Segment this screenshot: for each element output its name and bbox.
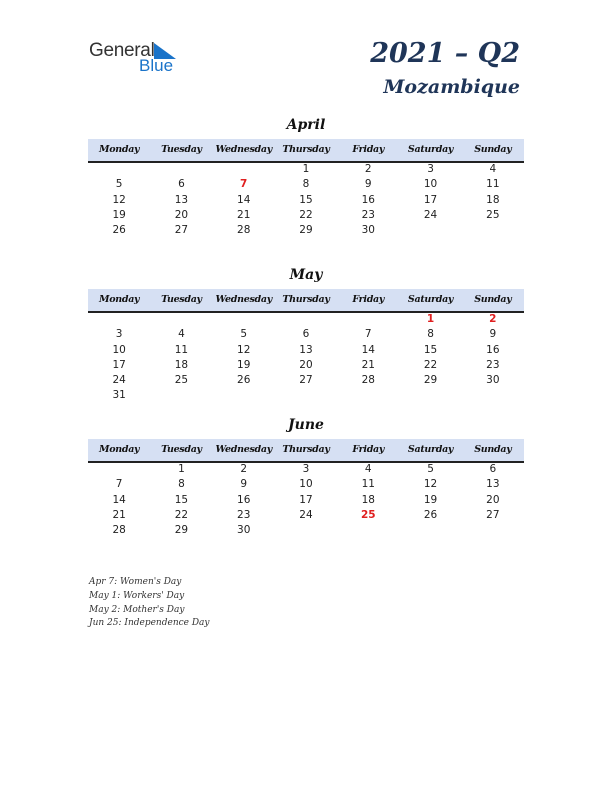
- day-cell: 14: [112, 493, 126, 506]
- day-cell: 13: [299, 343, 313, 356]
- day-cell: 26: [423, 508, 438, 521]
- day-cell: 18: [361, 493, 375, 506]
- holiday-note: Apr 7: Women's Day: [89, 577, 182, 587]
- empty-day-cell: [337, 523, 399, 538]
- day-cell: 20: [174, 208, 189, 221]
- weekday-label: Friday: [352, 444, 385, 455]
- week-row: [88, 312, 524, 327]
- day-cell: 16: [237, 493, 251, 506]
- day-cell: 31: [112, 389, 126, 402]
- day-cell: 1: [302, 163, 310, 175]
- day-cell: 15: [299, 193, 313, 206]
- week-row: [88, 343, 524, 358]
- empty-day-cell: [462, 388, 524, 403]
- day-cell: 18: [174, 358, 189, 371]
- day-cell: 12: [237, 343, 251, 356]
- day-cell: 19: [423, 493, 438, 506]
- country-title: Mozambique: [383, 76, 520, 98]
- day-cell: 9: [489, 328, 497, 341]
- day-cell: 2: [364, 163, 372, 175]
- day-cell: 30: [486, 374, 500, 387]
- weekday-label: Wednesday: [215, 444, 272, 455]
- holiday-note: Jun 25: Independence Day: [89, 618, 210, 629]
- weekday-label: Monday: [99, 294, 140, 305]
- logo-word-general: General: [89, 40, 155, 61]
- day-cell: 1: [426, 313, 435, 325]
- day-cell: 25: [174, 374, 189, 387]
- day-cell: 25: [360, 508, 376, 521]
- empty-day-cell: [275, 312, 337, 327]
- day-cell: 20: [299, 358, 313, 371]
- day-cell: 10: [112, 343, 126, 356]
- weekday-label: Thursday: [282, 144, 330, 155]
- weekday-header-june: [88, 439, 524, 463]
- day-cell: 19: [237, 358, 251, 371]
- day-cell: 13: [486, 478, 500, 491]
- day-cell: 12: [112, 193, 126, 206]
- day-cell: 2: [489, 313, 497, 325]
- day-cell: 23: [361, 208, 375, 221]
- day-cell: 4: [489, 163, 497, 175]
- weekday-label: Saturday: [407, 444, 454, 455]
- week-row: [88, 208, 524, 223]
- day-cell: 21: [112, 508, 126, 521]
- day-cell: 22: [299, 208, 313, 221]
- logo-word-blue: Blue: [139, 56, 174, 75]
- day-cell: 12: [423, 478, 438, 491]
- day-cell: 5: [115, 178, 123, 191]
- day-cell: 5: [240, 328, 248, 341]
- day-cell: 5: [427, 463, 434, 475]
- page-title: 2021 – Q2: [370, 38, 520, 69]
- day-cell: 3: [302, 463, 310, 475]
- weekday-label: Thursday: [282, 444, 330, 455]
- week-row: [88, 193, 524, 208]
- empty-day-cell: [213, 162, 275, 177]
- day-cell: 21: [361, 358, 375, 371]
- weekday-label: Wednesday: [215, 294, 272, 305]
- day-cell: 29: [299, 224, 313, 237]
- empty-day-cell: [462, 523, 524, 538]
- day-cell: 6: [489, 463, 497, 475]
- day-cell: 27: [299, 374, 313, 387]
- day-cell: 21: [237, 208, 251, 221]
- day-cell: 15: [423, 343, 438, 356]
- day-cell: 28: [361, 374, 375, 387]
- day-cell: 14: [361, 343, 375, 356]
- day-cell: 9: [240, 478, 248, 491]
- day-cell: 17: [299, 493, 313, 506]
- day-cell: 19: [112, 208, 126, 221]
- weekday-label: Friday: [352, 144, 385, 155]
- empty-day-cell: [150, 312, 212, 327]
- week-row: [88, 508, 524, 523]
- day-cell: 24: [299, 508, 313, 521]
- week-row: [88, 373, 524, 388]
- month-grid-april: [88, 162, 524, 238]
- holiday-notes: [89, 576, 210, 631]
- day-cell: 14: [237, 193, 251, 206]
- weekday-label: Sunday: [474, 144, 512, 155]
- week-row: [88, 388, 524, 403]
- weekday-label: Tuesday: [161, 294, 202, 305]
- day-cell: 7: [364, 328, 372, 341]
- day-cell: 30: [361, 224, 375, 237]
- empty-day-cell: [399, 223, 461, 238]
- day-cell: 27: [174, 224, 189, 237]
- empty-day-cell: [399, 388, 461, 403]
- holiday-note: May 1: Workers' Day: [89, 590, 185, 601]
- day-cell: 3: [115, 328, 123, 341]
- day-cell: 18: [486, 193, 500, 206]
- day-cell: 28: [112, 524, 126, 537]
- day-cell: 26: [237, 374, 251, 387]
- month-title-may: May: [289, 267, 323, 283]
- month-title-april: April: [286, 117, 326, 133]
- week-row: [88, 177, 524, 192]
- week-row: [88, 223, 524, 238]
- day-cell: 20: [486, 493, 500, 506]
- day-cell: 27: [486, 508, 500, 521]
- day-cell: 15: [174, 493, 189, 506]
- empty-day-cell: [213, 312, 275, 327]
- day-cell: 22: [174, 508, 189, 521]
- day-cell: 8: [302, 178, 310, 191]
- day-cell: 7: [115, 478, 123, 491]
- day-cell: 2: [240, 463, 248, 475]
- day-cell: 29: [423, 374, 438, 387]
- day-cell: 11: [361, 478, 375, 491]
- day-cell: 4: [178, 328, 185, 341]
- day-cell: 17: [112, 358, 126, 371]
- weekday-label: Monday: [99, 444, 140, 455]
- day-cell: 8: [178, 478, 185, 491]
- empty-day-cell: [150, 388, 212, 403]
- day-cell: 11: [486, 178, 500, 191]
- day-cell: 8: [427, 328, 434, 341]
- day-cell: 30: [237, 524, 251, 537]
- day-cell: 9: [364, 178, 372, 191]
- empty-day-cell: [213, 388, 275, 403]
- weekday-label: Tuesday: [161, 144, 202, 155]
- weekday-label: Friday: [352, 294, 385, 305]
- weekday-label: Saturday: [407, 294, 454, 305]
- week-row: [88, 358, 524, 373]
- empty-day-cell: [399, 523, 461, 538]
- day-cell: 6: [178, 178, 185, 191]
- day-cell: 28: [237, 224, 251, 237]
- day-cell: 16: [361, 193, 375, 206]
- empty-day-cell: [88, 462, 150, 477]
- empty-day-cell: [88, 312, 150, 327]
- weekday-label: Wednesday: [215, 144, 272, 155]
- week-row: [88, 477, 524, 492]
- day-cell: 10: [299, 478, 313, 491]
- empty-day-cell: [462, 223, 524, 238]
- weekday-header-april: [88, 139, 524, 163]
- empty-day-cell: [337, 388, 399, 403]
- month-grid-june: [88, 462, 524, 538]
- day-cell: 23: [237, 508, 251, 521]
- day-cell: 25: [486, 208, 500, 221]
- weekday-label: Thursday: [282, 294, 330, 305]
- day-cell: 23: [486, 358, 500, 371]
- logo: [89, 40, 199, 80]
- holiday-note: May 2: Mother's Day: [89, 604, 185, 615]
- month-title-june: June: [288, 417, 324, 433]
- day-cell: 7: [240, 178, 248, 191]
- week-row: [88, 493, 524, 508]
- weekday-header-may: [88, 289, 524, 313]
- day-cell: 4: [364, 463, 372, 475]
- week-row: [88, 462, 524, 477]
- empty-day-cell: [88, 162, 150, 177]
- day-cell: 26: [112, 224, 126, 237]
- day-cell: 1: [178, 463, 185, 475]
- day-cell: 10: [423, 178, 438, 191]
- weekday-label: Tuesday: [161, 444, 202, 455]
- day-cell: 6: [302, 328, 310, 341]
- day-cell: 11: [174, 343, 189, 356]
- empty-day-cell: [275, 523, 337, 538]
- weekday-label: Sunday: [474, 444, 512, 455]
- day-cell: 17: [423, 193, 438, 206]
- weekday-label: Monday: [99, 144, 140, 155]
- week-row: [88, 523, 524, 538]
- day-cell: 24: [423, 208, 438, 221]
- week-row: [88, 162, 524, 177]
- day-cell: 22: [423, 358, 438, 371]
- day-cell: 13: [174, 193, 189, 206]
- empty-day-cell: [150, 162, 212, 177]
- empty-day-cell: [275, 388, 337, 403]
- weekday-label: Saturday: [407, 144, 454, 155]
- day-cell: 29: [174, 524, 189, 537]
- empty-day-cell: [337, 312, 399, 327]
- month-grid-may: [88, 312, 524, 404]
- day-cell: 24: [112, 374, 126, 387]
- weekday-label: Sunday: [474, 294, 512, 305]
- day-cell: 16: [486, 343, 500, 356]
- day-cell: 3: [427, 163, 434, 175]
- week-row: [88, 327, 524, 342]
